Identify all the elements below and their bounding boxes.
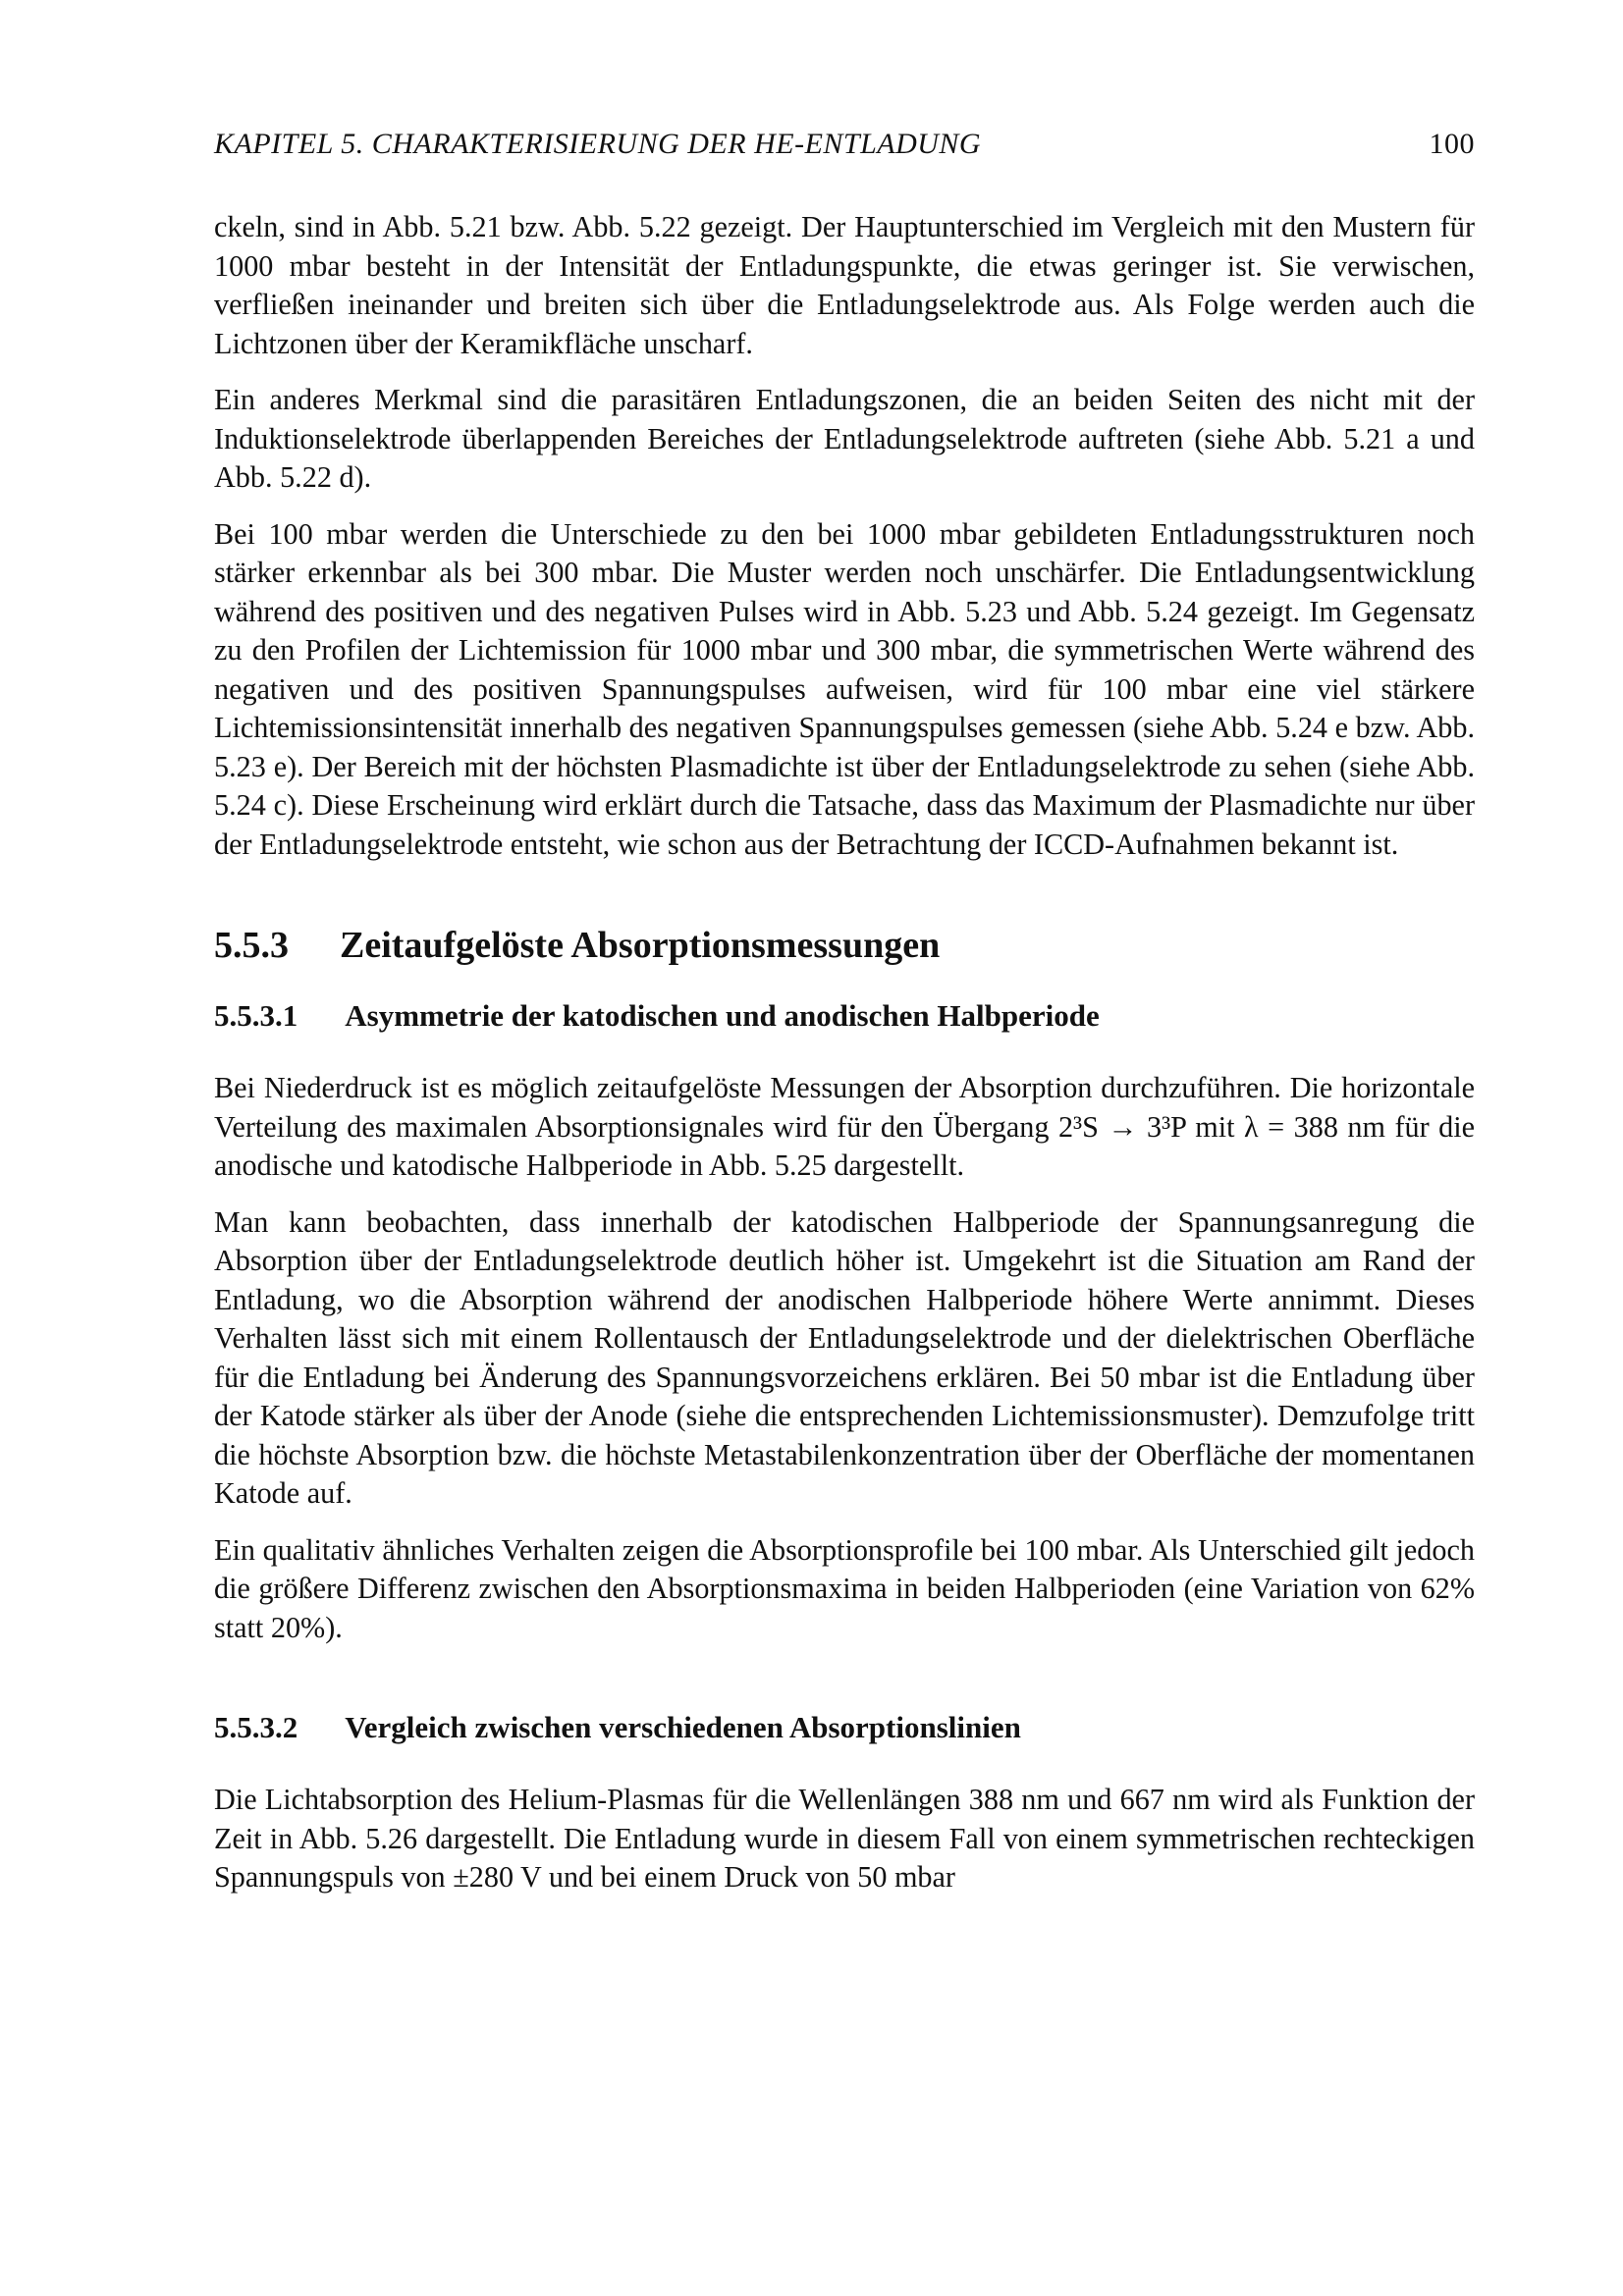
text-segment: mit: [1185, 1109, 1245, 1144]
section-number: 5.5.3: [214, 925, 289, 966]
wavelength-formula: λ = 388: [1244, 1109, 1338, 1144]
document-page: [214, 128, 1475, 1915]
text-segment: Bei Niederdruck ist es möglich zeitaufgelöste Messungen der Absorption durchzuführen. Die horizontale Verteilung des maximalen Absorptionsignales wird für den Übergang: [214, 1071, 1475, 1144]
subsection-heading-2: [214, 1708, 1475, 1747]
text-segment: nm für die anodische und katodische Halbperiode in Abb. 5.25 dargestellt.: [214, 1109, 1475, 1182]
paragraph-6: Ein qualitativ ähnliches Verhalten zeigen die Absorptionsprofile bei 100 mbar. Als Unterschied gilt jedoch die größere Differenz zwischen den Absorptionsmaxima in beiden Halbperioden (eine Variation von 62% statt 20%).: [214, 1532, 1475, 1644]
transition-formula: 2³S → 3³P: [1057, 1109, 1186, 1144]
paragraph-5: Man kann beobachten, dass innerhalb der katodischen Halbperiode der Spannungsanregung die Absorption über der Entladungselektrode deutlich höher ist. Umgekehrt ist die Situation am Rand der Entladung, wo die Absorption während der anodischen Halbperiode höhere Werte annimmt. Dieses Verhalten lässt sich mit einem Rollentausch der Entladungselektrode und der dielektrischen Oberfläche für die Entladung bei Änderung des Spannungsvorzeichens erklären. Bei 50 mbar ist die Entladung über der Katode stärker als über der Anode (siehe die entsprechenden Lichtemissionsmuster). Demzufolge tritt die höchste Absorption bzw. die höchste Metastabilenkonzentration über der Oberfläche der momentanen Katode auf.: [214, 1204, 1475, 1510]
page-number: 100: [1429, 128, 1475, 160]
chapter-title: KAPITEL 5. CHARAKTERISIERUNG DER HE-ENTLADUNG: [214, 128, 982, 160]
section-heading: [214, 918, 1475, 973]
subsection-title: Asymmetrie der katodischen und anodischen Halbperiode: [345, 998, 1100, 1033]
section-title: Zeitaufgelöste Absorptionsmessungen: [340, 925, 941, 966]
paragraph-3: Bei 100 mbar werden die Unterschiede zu den bei 1000 mbar gebildeten Entladungsstrukturen noch stärker erkennbar als bei 300 mbar. Die Muster werden noch unschärfer. Die Entladungsentwicklung während des positiven und des negativen Pulses wird in Abb. 5.23 und Abb. 5.24 gezeigt. Im Gegensatz zu den Profilen der Lichtemission für 1000 mbar und 300 mbar, die symmetrischen Werte während des negativen und des positiven Spannungspulses aufweisen, wird für 100 mbar eine viel stärkere Lichtemissionsintensität innerhalb des negativen Spannungspulses gemessen (siehe Abb. 5.24 e bzw. Abb. 5.23 e). Der Bereich mit der höchsten Plasmadichte ist über der Entladungselektrode zu sehen (siehe Abb. 5.24 c). Diese Erscheinung wird erklärt durch die Tatsache, dass das Maximum der Plasmadichte nur über der Entladungselektrode entsteht, wie schon aus der Betrachtung der ICCD-Aufnahmen bekannt ist.: [214, 516, 1475, 861]
running-header: [214, 128, 1475, 179]
subsection-title: Vergleich zwischen verschiedenen Absorptionslinien: [345, 1710, 1021, 1744]
subsection-number: 5.5.3.1: [214, 998, 298, 1033]
paragraph-1: ckeln, sind in Abb. 5.21 bzw. Abb. 5.22 gezeigt. Der Hauptunterschied im Vergleich mit den Mustern für 1000 mbar besteht in der Intensität der Entladungspunkte, die etwas geringer ist. Sie verwischen, verfließen ineinander und breiten sich über die Entladungselektrode aus. Als Folge werden auch die Lichtzonen über der Keramikfläche unscharf.: [214, 210, 1475, 360]
subsection-number: 5.5.3.2: [214, 1710, 298, 1744]
paragraph-4: [214, 1069, 1475, 1186]
paragraph-7: Die Lichtabsorption des Helium-Plasmas für die Wellenlängen 388 nm und 667 nm wird als Funktion der Zeit in Abb. 5.26 dargestellt. Die Entladung wurde in diesem Fall von einem symmetrischen rechteckigen Spannungspuls von ±280 V und bei einem Druck von 50 mbar: [214, 1783, 1475, 1894]
subsection-heading-1: [214, 996, 1475, 1036]
paragraph-2: Ein anderes Merkmal sind die parasitären Entladungszonen, die an beiden Seiten des nicht mit der Induktionselektrode überlappenden Bereiches der Entladungselektrode auftreten (siehe Abb. 5.21 a und Abb. 5.22 d).: [214, 383, 1475, 494]
